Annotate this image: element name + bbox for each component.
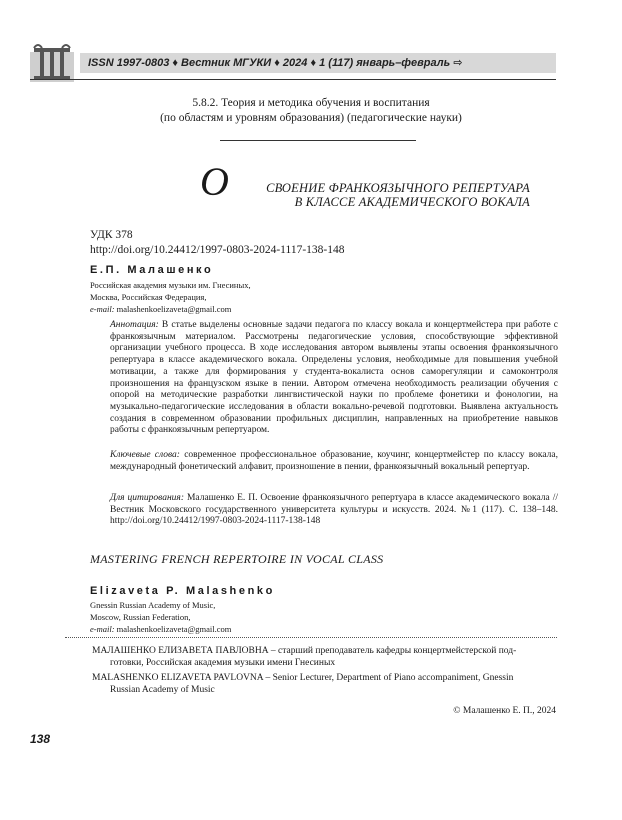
page-number: 138 (30, 732, 51, 746)
doi-link[interactable]: http://doi.org/10.24412/1997-0803-2024-1117-138-148 (90, 244, 345, 256)
keywords-label: Ключевые слова: (110, 450, 180, 460)
section-line-2: (по областям и уровням образования) (педагогические науки) (160, 112, 462, 124)
bio-en-line-1: MALASHENKO ELIZAVETA PAVLOVNA – Senior Lecturer, Department of Piano accompaniment, Gnessin (92, 673, 514, 683)
bio-ru-line-2: готовки, Российская академия музыки имени Гнесиных (110, 657, 336, 668)
email-label: e-mail: (90, 304, 115, 314)
author-city-en: Moscow, Russian Federation, (90, 612, 191, 622)
author-city-ru: Москва, Российская Федерация, (90, 292, 207, 302)
citation (110, 493, 558, 528)
citation-text: Малашенко Е. П. Освоение франкоязычного репертуара в классе академического вокала // Вестник Московского государственного университета культуры и искусств. 2024. №1 (117). С. 138–148. http://doi.org/10.24412/1997-0803-2024-1117-138-148 (110, 493, 558, 527)
author-affiliation-ru: Российская академия музыки им. Гнесиных, (90, 280, 251, 290)
abstract-label: Аннотация: (110, 320, 159, 330)
title-en: MASTERING FRENCH REPERTOIRE IN VOCAL CLASS (90, 552, 384, 566)
dotted-divider (65, 637, 557, 638)
author-email-ru (90, 304, 231, 315)
abstract (110, 320, 558, 437)
citation-label: Для цитирования: (110, 493, 185, 503)
running-title: ISSN 1997-0803 ♦ Вестник МГУКИ ♦ 2024 ♦ 1 (117) январь–февраль ⇨ (88, 57, 463, 69)
email-link[interactable]: malashenkoelizaveta@gmail.com (116, 624, 232, 634)
title-line-2: В КЛАССЕ АКАДЕМИЧЕСКОГО ВОКАЛА (294, 195, 530, 209)
bio-ru (92, 646, 556, 669)
title-initial: О (200, 159, 229, 204)
udk: УДК 378 (90, 229, 133, 241)
email-label: e-mail: (90, 624, 115, 634)
journal-logo (30, 42, 74, 82)
bio-en (92, 673, 556, 696)
keywords (110, 450, 558, 473)
section-rule (220, 140, 416, 141)
author-name-en: Elizaveta P. Malashenko (90, 585, 275, 597)
section-line-1: 5.8.2. Теория и методика обучения и воспитания (192, 97, 430, 109)
author-email-en (90, 624, 231, 635)
copyright: © Малашенко Е. П., 2024 (453, 706, 556, 716)
title-line-1: СВОЕНИЕ ФРАНКОЯЗЫЧНОГО РЕПЕРТУАРА (266, 181, 530, 195)
bio-en-line-2: Russian Academy of Music (110, 684, 215, 695)
author-name-ru: Е.П. Малашенко (90, 264, 214, 276)
header-rule (30, 79, 556, 80)
bio-ru-line-1: МАЛАШЕНКО ЕЛИЗАВЕТА ПАВЛОВНА – старший преподаватель кафедры концертмейстерской под- (92, 646, 517, 656)
abstract-text: В статье выделены основные задачи педагога по классу вокала и концертмейстера при работе с франкоязычным материалом. Рассмотрены педагогические условия, способствующие эффективной организации учебного процесса. В ходе исследования автором выявлены этапы освоения франкоязычного репертуара в классе академического вокала. Определены условия, необходимые для повышения учебной мотивации, а также для формирования у студента-вокалиста основ саморегуляции и самоконтроля произношения на французском языке в пении. Автором отмечена необходимость реализации обучения с опорой на методические разработки лингвистической науки по проблеме фонетики и фонологии, на музыкально-педагогические исследования в области вокально-речевой подготовки. Выявлена актуальность создания в современном образовании профильных дисциплин, направленных на приобретение навыков работы с франкоязычным репертуаром. (110, 320, 559, 436)
email-link[interactable]: malashenkoelizaveta@gmail.com (116, 304, 232, 314)
keywords-text: современное профессиональное образование, коучинг, концертмейстер по классу вокала, международный фонетический алфавит, произношение в пении, франкоязычный вокальный репертуар. (110, 450, 558, 472)
author-affiliation-en: Gnessin Russian Academy of Music, (90, 600, 216, 610)
